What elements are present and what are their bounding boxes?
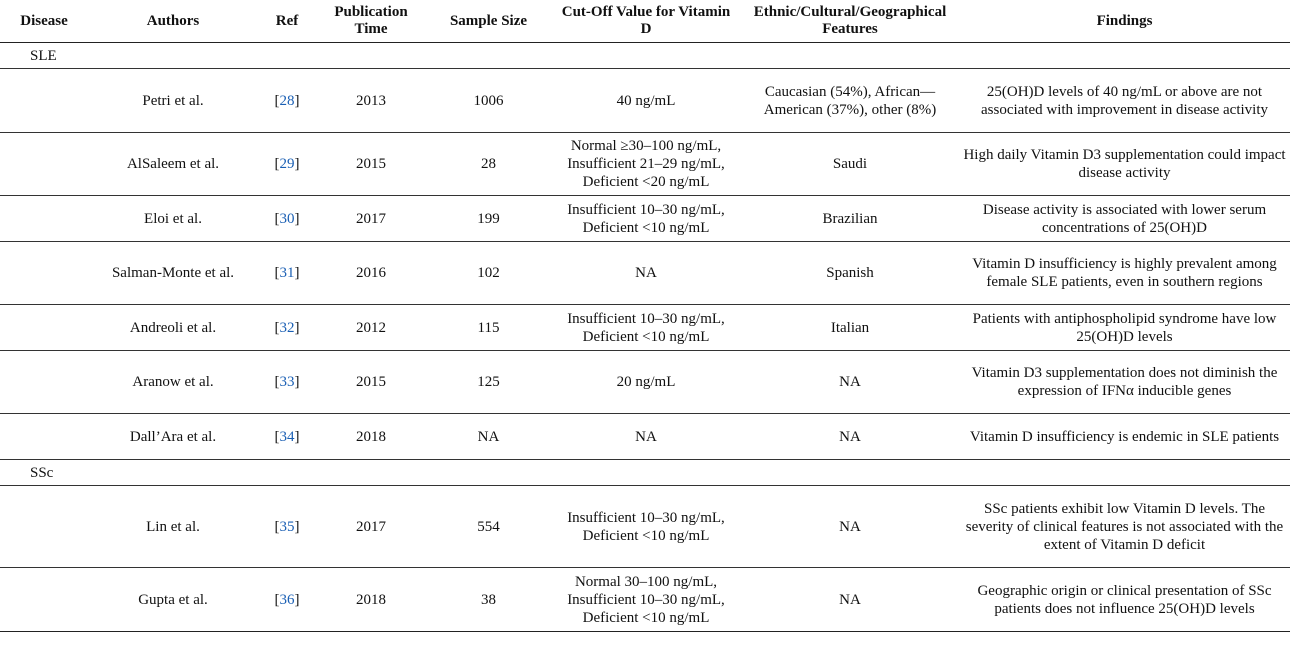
table-row xyxy=(0,133,1290,196)
sample-size-cell: 38 xyxy=(426,568,551,632)
authors-cell: AlSaleem et al. xyxy=(88,133,258,196)
ref-close-bracket: ] xyxy=(294,518,300,535)
ref-close-bracket: ] xyxy=(294,210,300,227)
sample-size-cell: 115 xyxy=(426,305,551,351)
ref-open-bracket: [ xyxy=(274,156,280,172)
findings-cell: Vitamin D insufficiency is endemic in SLE patients xyxy=(959,414,1290,460)
table-row xyxy=(0,414,1290,460)
findings-cell: Patients with antiphospholipid syndrome have low 25(OH)D levels xyxy=(959,305,1290,351)
header-ref: Ref xyxy=(258,0,316,43)
ethnic-cell: NA xyxy=(741,568,959,632)
findings-cell: 25(OH)D levels of 40 ng/mL or above are not associated with improvement in disease activity xyxy=(959,69,1290,133)
ref-link[interactable]: 30 xyxy=(279,210,295,227)
ref-close-bracket: ] xyxy=(294,156,300,172)
sample-size-cell: 28 xyxy=(426,133,551,196)
ref-link[interactable]: 36 xyxy=(279,591,295,608)
sample-size-cell: 199 xyxy=(426,196,551,242)
ref-link[interactable]: 29 xyxy=(279,156,295,172)
section-label: SLE xyxy=(0,43,1290,69)
header-publication-time: Publication Time xyxy=(316,0,426,43)
ref-open-bracket: [ xyxy=(274,591,280,608)
ref-cell xyxy=(258,69,316,133)
header-ethnic: Ethnic/Cultural/Geographical Features xyxy=(741,0,959,43)
ref-open-bracket: [ xyxy=(274,265,280,281)
ref-open-bracket: [ xyxy=(274,92,280,109)
authors-cell: Dall’Ara et al. xyxy=(88,414,258,460)
section-row-sle xyxy=(0,43,1290,69)
ref-close-bracket: ] xyxy=(294,92,300,109)
ref-cell xyxy=(258,305,316,351)
cutoff-cell: NA xyxy=(551,414,741,460)
sample-size-cell: 125 xyxy=(426,351,551,414)
ref-link[interactable]: 32 xyxy=(279,319,295,336)
header-row xyxy=(0,0,1290,43)
publication-year-cell: 2018 xyxy=(316,568,426,632)
ref-open-bracket: [ xyxy=(274,428,280,445)
ethnic-cell: Italian xyxy=(741,305,959,351)
findings-cell: Geographic origin or clinical presentation of SSc patients does not influence 25(OH)D levels xyxy=(959,568,1290,632)
ethnic-cell: Caucasian (54%), African—American (37%), other (8%) xyxy=(741,69,959,133)
table-row xyxy=(0,305,1290,351)
publication-year-cell: 2018 xyxy=(316,414,426,460)
header-disease: Disease xyxy=(0,0,88,43)
cutoff-cell: NA xyxy=(551,242,741,305)
disease-cell xyxy=(0,242,88,305)
ref-close-bracket: ] xyxy=(294,591,300,608)
ref-cell xyxy=(258,242,316,305)
ref-cell xyxy=(258,351,316,414)
sample-size-cell: 102 xyxy=(426,242,551,305)
authors-cell: Eloi et al. xyxy=(88,196,258,242)
findings-cell: Disease activity is associated with lower serum concentrations of 25(OH)D xyxy=(959,196,1290,242)
ref-open-bracket: [ xyxy=(274,374,280,390)
disease-cell xyxy=(0,69,88,133)
ref-link[interactable]: 31 xyxy=(279,265,295,281)
cutoff-cell: 20 ng/mL xyxy=(551,351,741,414)
ref-close-bracket: ] xyxy=(294,428,300,445)
table-row xyxy=(0,69,1290,133)
ref-cell xyxy=(258,486,316,568)
table-row xyxy=(0,568,1290,632)
authors-cell: Andreoli et al. xyxy=(88,305,258,351)
ref-link[interactable]: 34 xyxy=(279,428,295,445)
ethnic-cell: NA xyxy=(741,486,959,568)
ethnic-cell: Spanish xyxy=(741,242,959,305)
header-sample-size: Sample Size xyxy=(426,0,551,43)
cutoff-cell: Normal ≥30–100 ng/mL, Insufficient 21–29 ng/mL, Deficient <20 ng/mL xyxy=(551,133,741,196)
table-row xyxy=(0,196,1290,242)
header-findings: Findings xyxy=(959,0,1290,43)
ref-open-bracket: [ xyxy=(274,210,280,227)
section-label: SSc xyxy=(0,460,1290,486)
cutoff-cell: Normal 30–100 ng/mL, Insufficient 10–30 ng/mL, Deficient <10 ng/mL xyxy=(551,568,741,632)
cutoff-cell: Insufficient 10–30 ng/mL, Deficient <10 ng/mL xyxy=(551,486,741,568)
publication-year-cell: 2012 xyxy=(316,305,426,351)
disease-cell xyxy=(0,133,88,196)
ethnic-cell: NA xyxy=(741,351,959,414)
ref-open-bracket: [ xyxy=(274,518,280,535)
authors-cell: Gupta et al. xyxy=(88,568,258,632)
table-body xyxy=(0,43,1290,632)
sample-size-cell: NA xyxy=(426,414,551,460)
publication-year-cell: 2016 xyxy=(316,242,426,305)
disease-cell xyxy=(0,351,88,414)
header-authors: Authors xyxy=(88,0,258,43)
section-row-ssc xyxy=(0,460,1290,486)
authors-cell: Petri et al. xyxy=(88,69,258,133)
ref-close-bracket: ] xyxy=(294,374,300,390)
authors-cell: Salman-Monte et al. xyxy=(88,242,258,305)
ref-cell xyxy=(258,196,316,242)
disease-cell xyxy=(0,568,88,632)
cutoff-cell: Insufficient 10–30 ng/mL, Deficient <10 ng/mL xyxy=(551,305,741,351)
publication-year-cell: 2017 xyxy=(316,486,426,568)
disease-cell xyxy=(0,486,88,568)
authors-cell: Lin et al. xyxy=(88,486,258,568)
ethnic-cell: NA xyxy=(741,414,959,460)
ref-open-bracket: [ xyxy=(274,319,280,336)
ethnic-cell: Brazilian xyxy=(741,196,959,242)
ethnic-cell: Saudi xyxy=(741,133,959,196)
ref-cell xyxy=(258,568,316,632)
table-row xyxy=(0,486,1290,568)
ref-link[interactable]: 28 xyxy=(279,92,295,109)
sample-size-cell: 554 xyxy=(426,486,551,568)
findings-cell: High daily Vitamin D3 supplementation could impact disease activity xyxy=(959,133,1290,196)
ref-close-bracket: ] xyxy=(294,265,300,281)
ref-link[interactable]: 35 xyxy=(279,518,295,535)
findings-cell: Vitamin D3 supplementation does not diminish the expression of IFNα inducible genes xyxy=(959,351,1290,414)
ref-cell xyxy=(258,414,316,460)
findings-cell: Vitamin D insufficiency is highly prevalent among female SLE patients, even in southern regions xyxy=(959,242,1290,305)
sample-size-cell: 1006 xyxy=(426,69,551,133)
table-row xyxy=(0,242,1290,305)
publication-year-cell: 2015 xyxy=(316,133,426,196)
publication-year-cell: 2015 xyxy=(316,351,426,414)
header-cutoff: Cut-Off Value for Vitamin D xyxy=(551,0,741,43)
ref-close-bracket: ] xyxy=(294,319,300,336)
publication-year-cell: 2013 xyxy=(316,69,426,133)
ref-cell xyxy=(258,133,316,196)
findings-cell: SSc patients exhibit low Vitamin D levels. The severity of clinical features is not associated with the extent of Vitamin D deficit xyxy=(959,486,1290,568)
authors-cell: Aranow et al. xyxy=(88,351,258,414)
disease-cell xyxy=(0,305,88,351)
publication-year-cell: 2017 xyxy=(316,196,426,242)
disease-cell xyxy=(0,414,88,460)
cutoff-cell: Insufficient 10–30 ng/mL, Deficient <10 ng/mL xyxy=(551,196,741,242)
cutoff-cell: 40 ng/mL xyxy=(551,69,741,133)
table-row xyxy=(0,351,1290,414)
disease-cell xyxy=(0,196,88,242)
ref-link[interactable]: 33 xyxy=(279,374,295,390)
